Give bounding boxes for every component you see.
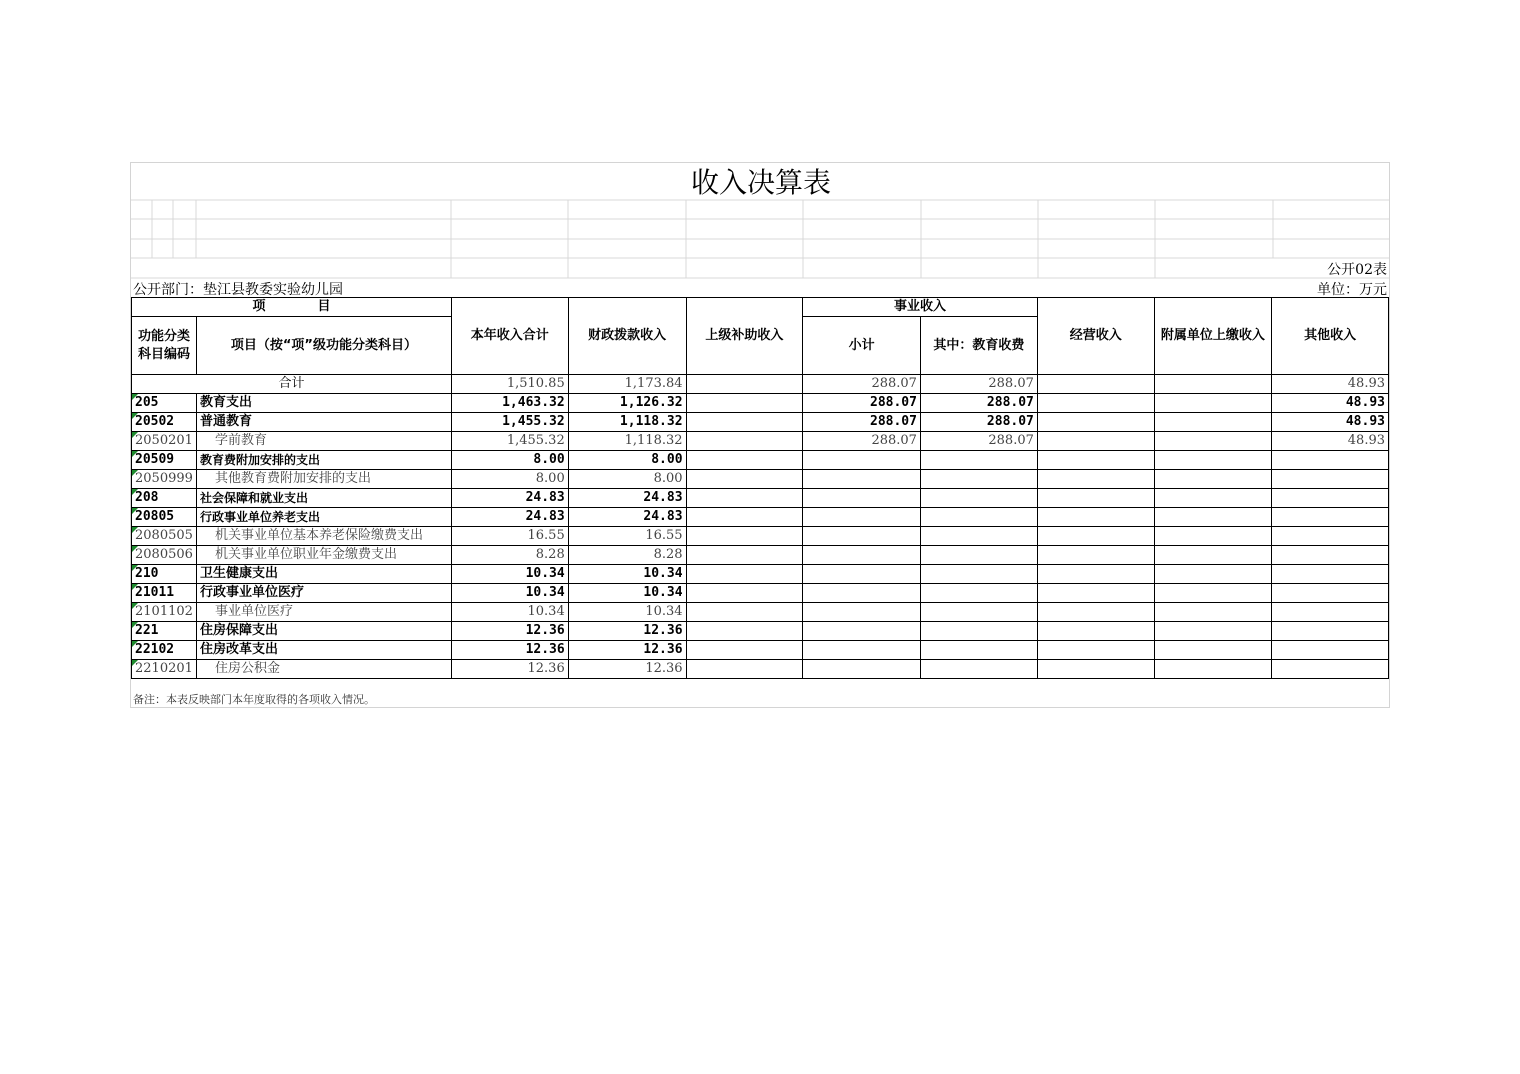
cell-other [1272,546,1389,565]
cell-fiscal: 10.34 [568,584,686,603]
cell-affiliated [1154,451,1272,470]
row-name: 住房改革支出 [196,641,451,660]
cell-marker-icon [132,508,138,514]
row-code-text: 21011 [135,585,175,600]
cell-superior [686,413,803,432]
cell-subtotal [803,489,921,508]
header-edu-fee: 其中：教育收费 [920,317,1037,375]
cell-affiliated [1154,603,1272,622]
cell-total: 10.34 [451,603,568,622]
cell-fiscal: 12.36 [568,622,686,641]
cell-fiscal: 12.36 [568,660,686,679]
cell-superior [686,603,803,622]
cell-superior [686,565,803,584]
table-row [132,394,1389,413]
cell-other [1272,508,1389,527]
row-code-text: 20509 [135,452,175,467]
cell-operating [1037,470,1154,489]
total-cell: 48.93 [1272,375,1389,394]
cell-subtotal [803,622,921,641]
cell-fiscal: 8.00 [568,470,686,489]
footnote: 备注：本表反映部门本年度取得的各项收入情况。 [133,693,375,706]
cell-subtotal: 288.07 [803,413,921,432]
cell-marker-icon [132,622,138,628]
cell-marker-icon [132,413,138,419]
cell-total: 1,455.32 [451,413,568,432]
total-cell [1154,375,1272,394]
row-code-text: 2101102 [135,604,193,619]
cell-operating [1037,432,1154,451]
cell-other [1272,489,1389,508]
row-name: 学前教育 [196,432,451,451]
cell-fiscal: 8.00 [568,451,686,470]
row-name: 行政事业单位养老支出 [196,508,451,527]
cell-operating [1037,584,1154,603]
row-code [132,584,197,603]
cell-other [1272,622,1389,641]
row-code-text: 2080506 [135,547,193,562]
cell-operating [1037,603,1154,622]
cell-affiliated [1154,394,1272,413]
cell-marker-icon [132,432,138,438]
cell-marker-icon [132,527,138,533]
cell-subtotal [803,470,921,489]
row-name: 住房保障支出 [196,622,451,641]
cell-total: 8.00 [451,451,568,470]
cell-affiliated [1154,565,1272,584]
cell-operating [1037,489,1154,508]
row-name: 其他教育费附加安排的支出 [196,470,451,489]
cell-affiliated [1154,546,1272,565]
cell-superior [686,470,803,489]
table-row [132,432,1389,451]
cell-other: 48.93 [1272,413,1389,432]
cell-affiliated [1154,470,1272,489]
row-code [132,470,197,489]
cell-fiscal: 16.55 [568,527,686,546]
cell-marker-icon [132,565,138,571]
cell-fiscal: 8.28 [568,546,686,565]
cell-superior [686,432,803,451]
cell-operating [1037,622,1154,641]
table-row [132,413,1389,432]
row-code [132,413,197,432]
cell-other [1272,660,1389,679]
row-name: 行政事业单位医疗 [196,584,451,603]
row-code [132,622,197,641]
total-cell: 288.07 [920,375,1037,394]
cell-superior [686,527,803,546]
page-title: 收入决算表 [690,166,831,199]
row-code-text: 205 [135,395,159,410]
unit-label: 单位：万元 [1317,282,1387,298]
income-table [131,297,1389,679]
cell-edu-fee [920,527,1037,546]
table-row [132,508,1389,527]
cell-subtotal [803,546,921,565]
cell-operating [1037,641,1154,660]
cell-fiscal: 10.34 [568,565,686,584]
total-cell: 1,173.84 [568,375,686,394]
row-name: 教育支出 [196,394,451,413]
cell-total: 8.00 [451,470,568,489]
total-cell [1037,375,1154,394]
cell-affiliated [1154,432,1272,451]
cell-total: 16.55 [451,527,568,546]
cell-edu-fee [920,451,1037,470]
header-item: 项 目 [132,298,452,317]
cell-superior [686,394,803,413]
cell-other [1272,641,1389,660]
row-code [132,432,197,451]
cell-subtotal [803,641,921,660]
row-code [132,508,197,527]
row-code-text: 221 [135,623,159,638]
cell-total: 8.28 [451,546,568,565]
cell-edu-fee: 288.07 [920,394,1037,413]
cell-superior [686,660,803,679]
header-superior: 上级补助收入 [686,298,803,375]
row-code [132,527,197,546]
table-row [132,603,1389,622]
total-cell: 1,510.85 [451,375,568,394]
header-code: 功能分类科目编码 [132,317,197,375]
table-row [132,527,1389,546]
cell-other [1272,603,1389,622]
cell-fiscal: 10.34 [568,603,686,622]
row-code-text: 20502 [135,414,175,429]
header-affiliated: 附属单位上缴收入 [1154,298,1272,375]
cell-operating [1037,660,1154,679]
cell-affiliated [1154,584,1272,603]
cell-subtotal [803,451,921,470]
row-code [132,489,197,508]
cell-marker-icon [132,603,138,609]
row-code [132,546,197,565]
cell-other: 48.93 [1272,432,1389,451]
cell-superior [686,508,803,527]
row-name: 普通教育 [196,413,451,432]
cell-marker-icon [132,641,138,647]
report-sheet [130,162,1390,708]
cell-edu-fee [920,603,1037,622]
cell-edu-fee [920,565,1037,584]
row-code-text: 2210201 [135,661,193,676]
cell-fiscal: 1,126.32 [568,394,686,413]
cell-total: 24.83 [451,508,568,527]
table-row [132,451,1389,470]
cell-affiliated [1154,489,1272,508]
cell-superior [686,489,803,508]
row-code [132,565,197,584]
cell-subtotal [803,584,921,603]
cell-edu-fee [920,546,1037,565]
row-code [132,394,197,413]
cell-total: 12.36 [451,622,568,641]
row-name: 住房公积金 [196,660,451,679]
cell-superior [686,622,803,641]
table-row [132,641,1389,660]
cell-total: 10.34 [451,584,568,603]
cell-superior [686,641,803,660]
cell-total: 24.83 [451,489,568,508]
cell-edu-fee: 288.07 [920,432,1037,451]
table-row [132,546,1389,565]
department-label: 公开部门：垫江县教委实验幼儿园 [133,282,343,298]
cell-affiliated [1154,660,1272,679]
row-name: 社会保障和就业支出 [196,489,451,508]
cell-total: 12.36 [451,660,568,679]
cell-fiscal: 24.83 [568,489,686,508]
cell-total: 1,455.32 [451,432,568,451]
cell-edu-fee [920,641,1037,660]
cell-marker-icon [132,394,138,400]
cell-subtotal [803,508,921,527]
total-cell: 288.07 [803,375,921,394]
row-name: 机关事业单位职业年金缴费支出 [196,546,451,565]
table-row [132,584,1389,603]
cell-other [1272,527,1389,546]
cell-fiscal: 1,118.32 [568,413,686,432]
cell-marker-icon [132,546,138,552]
row-code [132,641,197,660]
cell-subtotal [803,527,921,546]
cell-marker-icon [132,660,138,666]
cell-marker-icon [132,470,138,476]
cell-operating [1037,394,1154,413]
cell-affiliated [1154,413,1272,432]
row-name: 教育费附加安排的支出 [196,451,451,470]
cell-subtotal [803,565,921,584]
cell-edu-fee: 288.07 [920,413,1037,432]
cell-other [1272,451,1389,470]
header-total: 本年收入合计 [451,298,568,375]
cell-subtotal: 288.07 [803,394,921,413]
cell-subtotal [803,660,921,679]
cell-edu-fee [920,489,1037,508]
cell-total: 1,463.32 [451,394,568,413]
table-row [132,470,1389,489]
header-other: 其他收入 [1272,298,1389,375]
cell-subtotal [803,603,921,622]
row-code [132,451,197,470]
row-code-text: 2050201 [135,433,193,448]
row-code-text: 2080505 [135,528,193,543]
cell-superior [686,451,803,470]
cell-affiliated [1154,641,1272,660]
row-code-text: 2050999 [135,471,193,486]
form-number: 公开02表 [1327,262,1387,278]
row-code-text: 20805 [135,509,175,524]
cell-edu-fee [920,508,1037,527]
cell-fiscal: 1,118.32 [568,432,686,451]
row-code [132,660,197,679]
row-code [132,603,197,622]
cell-other [1272,584,1389,603]
cell-affiliated [1154,508,1272,527]
cell-affiliated [1154,622,1272,641]
row-code-text: 208 [135,490,159,505]
cell-operating [1037,546,1154,565]
cell-superior [686,546,803,565]
cell-other: 48.93 [1272,394,1389,413]
header-business: 事业收入 [803,298,1038,317]
row-code-text: 22102 [135,642,175,657]
header-name: 项目（按“项”级功能分类科目） [196,317,451,375]
cell-operating [1037,413,1154,432]
cell-edu-fee [920,584,1037,603]
cell-other [1272,565,1389,584]
cell-affiliated [1154,527,1272,546]
cell-marker-icon [132,451,138,457]
cell-edu-fee [920,660,1037,679]
header-fiscal: 财政拨款收入 [568,298,686,375]
cell-marker-icon [132,584,138,590]
total-cell [686,375,803,394]
row-name: 事业单位医疗 [196,603,451,622]
cell-fiscal: 12.36 [568,641,686,660]
table-row [132,622,1389,641]
cell-subtotal: 288.07 [803,432,921,451]
cell-edu-fee [920,470,1037,489]
total-row [132,375,1389,394]
cell-operating [1037,565,1154,584]
row-name: 机关事业单位基本养老保险缴费支出 [196,527,451,546]
cell-other [1272,470,1389,489]
row-code-text: 210 [135,566,159,581]
cell-total: 10.34 [451,565,568,584]
cell-operating [1037,527,1154,546]
cell-fiscal: 24.83 [568,508,686,527]
header-subtotal: 小计 [803,317,921,375]
cell-marker-icon [132,489,138,495]
cell-operating [1037,508,1154,527]
table-row [132,660,1389,679]
row-name: 卫生健康支出 [196,565,451,584]
total-label: 合计 [132,375,452,394]
cell-superior [686,584,803,603]
cell-operating [1037,451,1154,470]
table-row [132,489,1389,508]
cell-total: 12.36 [451,641,568,660]
header-operating: 经营收入 [1037,298,1154,375]
table-row [132,565,1389,584]
cell-edu-fee [920,622,1037,641]
